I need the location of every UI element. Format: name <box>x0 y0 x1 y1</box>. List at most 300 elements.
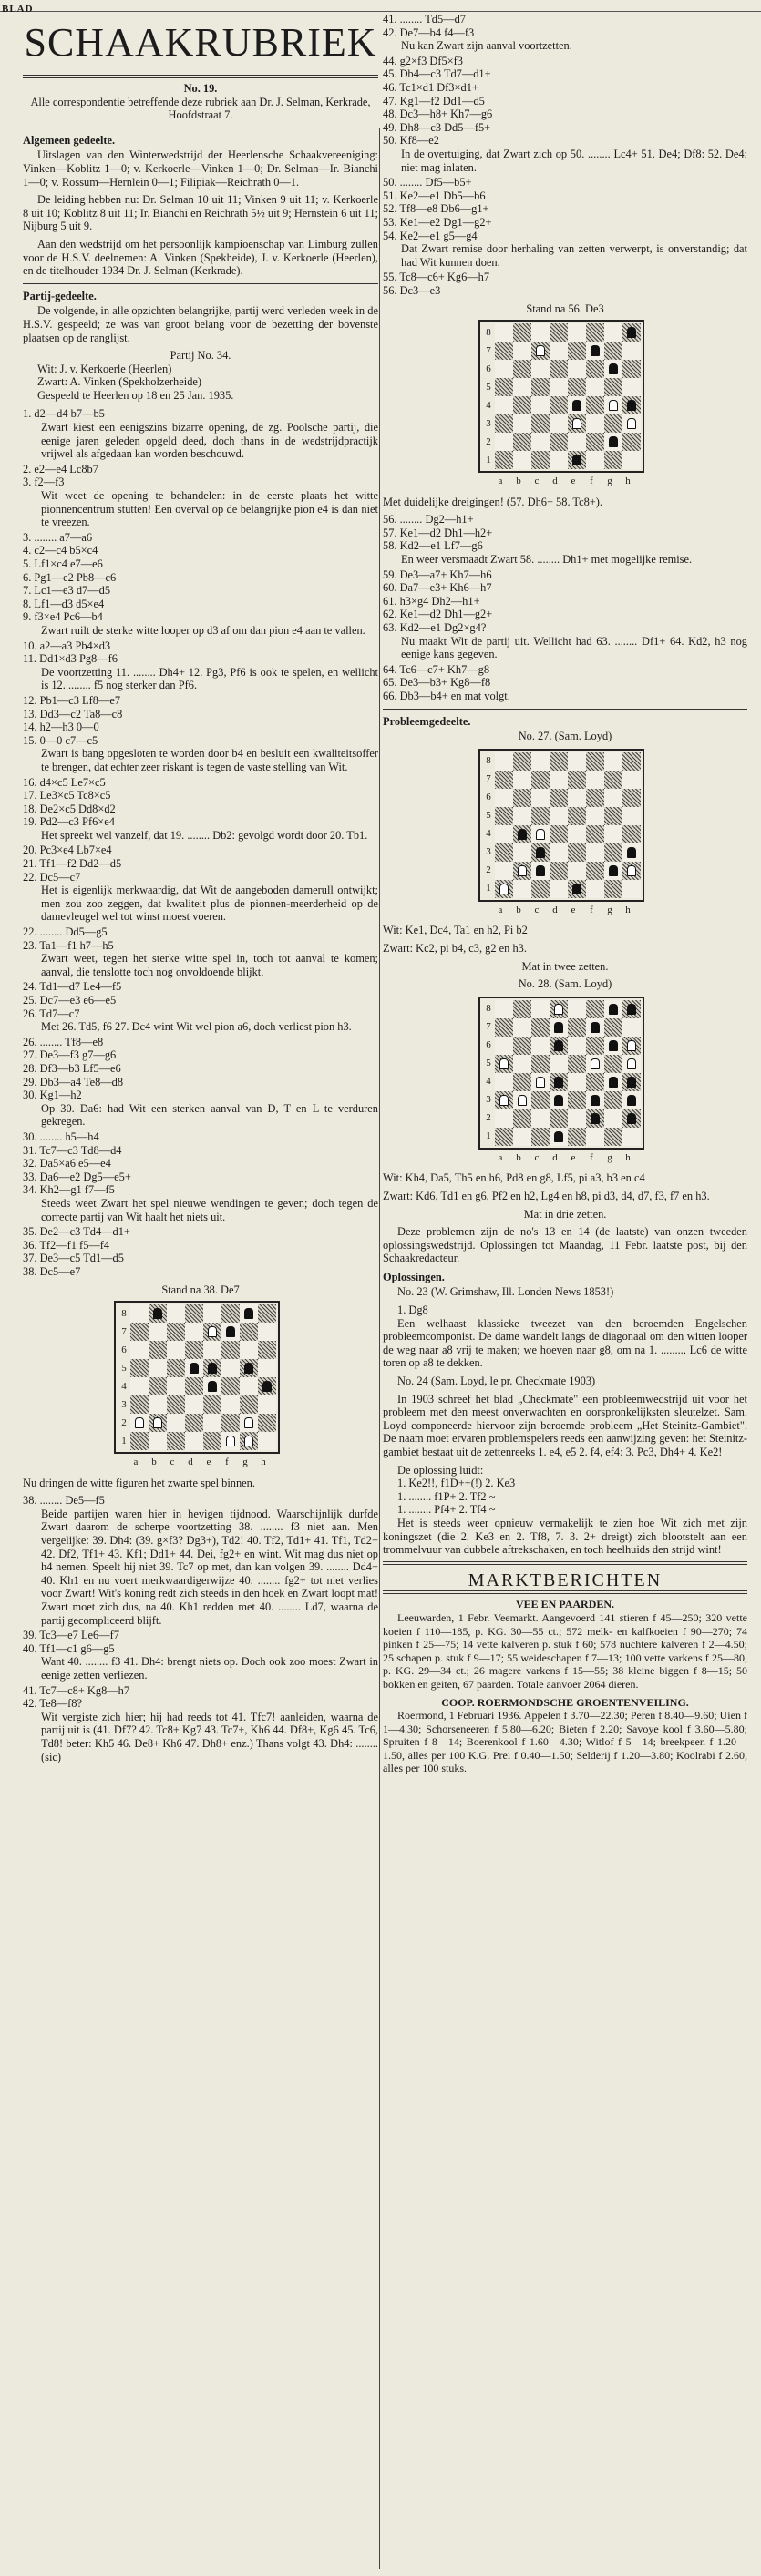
move-line: 37. De3—c5 Td1—d5 <box>23 1252 124 1265</box>
move-line: 30. Kg1—h2 <box>23 1089 82 1102</box>
move-line: 62. Ke1—d2 Dh1—g2+ <box>383 608 493 621</box>
board-square <box>604 342 622 360</box>
file-label: b <box>516 904 521 915</box>
board-square <box>586 862 604 880</box>
rank-label: 1 <box>121 1435 127 1446</box>
board-square <box>531 789 550 807</box>
board-square <box>550 807 568 825</box>
board-square <box>568 1000 586 1018</box>
board-square <box>495 771 513 789</box>
board-square <box>531 752 550 771</box>
move-comment: Wit weet de opening te behandelen: in de eerste plaats het witte pionnencentrum stutten! Een overval op de belangrijke pion e4 is dan niet te vreezen. <box>41 489 378 529</box>
rank-label: 6 <box>486 363 491 374</box>
general-heading: Algemeen gedeelte. <box>23 133 116 147</box>
board-square <box>167 1414 185 1432</box>
board-square <box>531 807 550 825</box>
move-line: 42. De7—b4 f4—f3 <box>383 26 475 39</box>
move-line: 53. Ke1—e2 Dg1—g2+ <box>383 215 492 229</box>
move-comment: Het spreekt wel vanzelf, dat 19. ........ Db2: gevolgd wordt door 20. Tb1. <box>41 828 368 842</box>
move-line: 12. Pb1—c3 Lf8—e7 <box>23 693 121 707</box>
file-label: h <box>625 1151 631 1163</box>
move-line: 44. g2×f3 Df5×f3 <box>383 54 463 67</box>
move-line: 42. Te8—f8? <box>23 1697 82 1711</box>
file-label: h <box>625 475 631 487</box>
move-line: 38. ........ De5—f5 <box>23 1494 105 1508</box>
board-square <box>586 771 604 789</box>
chess-piece-icon <box>604 433 622 451</box>
problem28-task: Mat in drie zetten. <box>523 1207 607 1221</box>
board-square <box>495 433 513 451</box>
move-line: 63. Kd2—e1 Dg2×g4? <box>383 621 487 634</box>
file-label: b <box>516 1151 521 1163</box>
chess-piece-icon <box>258 1377 276 1395</box>
board-square <box>258 1395 276 1414</box>
board-square <box>203 1395 221 1414</box>
move-line: 55. Tc8—c6+ Kg6—h7 <box>383 271 490 284</box>
move-line: 11. Dd1×d3 Pg8—f6 <box>23 652 118 666</box>
board-square <box>604 1091 622 1109</box>
board-square <box>604 1128 622 1146</box>
board-square <box>185 1414 203 1432</box>
move-line: 20. Pc3×e4 Lb7×e4 <box>23 843 112 857</box>
board-square <box>495 862 513 880</box>
move-comment: Want 40. ........ f3 41. Dh4: brengt niets op. Doch ook zoo moest Zwart in eenige zetten verliezen. <box>41 1655 378 1682</box>
diagram-56 <box>478 302 652 487</box>
rank-label: 5 <box>486 810 491 822</box>
board-square <box>258 1304 276 1323</box>
rank-label: 7 <box>121 1325 127 1337</box>
chess-piece-icon <box>221 1323 240 1341</box>
played-info: Gespeeld te Heerlen op 18 en 25 Jan. 1935. <box>37 388 234 402</box>
board-square <box>586 1000 604 1018</box>
white-player: Wit: J. v. Kerkoerle (Heerlen) <box>37 362 172 375</box>
move-line: 6. Pg1—e2 Pb8—c6 <box>23 570 117 584</box>
board-square <box>221 1359 240 1377</box>
move-line: 35. De2—c3 Td4—d1+ <box>23 1225 130 1239</box>
board-square <box>167 1341 185 1359</box>
board-square <box>550 451 568 469</box>
board-square <box>167 1377 185 1395</box>
board-square <box>130 1432 149 1450</box>
board-square <box>531 323 550 342</box>
board-square <box>568 825 586 843</box>
board-square <box>568 433 586 451</box>
move-list-continued <box>23 1494 378 1763</box>
board-square <box>550 1055 568 1073</box>
file-label: e <box>571 1151 576 1163</box>
solution24-end: Het is steeds weer opnieuw vermakelijk te zien hoe Wit zich met zijn koningszet (die 2. Ke3 en 2. Tf8, 7. 3. 2+ dreigt) zich blootstelt aan een trommelvuur van dubbele aftrekschaken, en toch heelhuids den strijd wint! <box>383 1516 747 1557</box>
board-square <box>513 414 531 433</box>
chess-piece-icon <box>568 880 586 898</box>
file-label: d <box>552 475 558 487</box>
chess-piece-icon <box>203 1359 221 1377</box>
move-line: 50. Kf8—e2 <box>383 134 439 148</box>
chess-piece-icon <box>513 862 531 880</box>
move-line: 26. ........ Tf8—e8 <box>23 1035 104 1048</box>
board-square <box>568 1055 586 1073</box>
problem27-title: No. 27. (Sam. Loyd) <box>518 730 612 743</box>
problem28-white: Wit: Kh4, Da5, Th5 en h6, Pd8 en g8, Lf5, pi a3, b3 en c4 <box>383 1171 645 1185</box>
masthead <box>0 0 761 15</box>
move-line: 60. Da7—e3+ Kh6—h7 <box>383 581 492 595</box>
solution24-heading: No. 24 (Sam. Loyd, le pr. Checkmate 1903) <box>397 1375 596 1388</box>
title-rule <box>23 75 378 78</box>
board-square <box>513 1073 531 1091</box>
move-line: 36. Tf2—f1 f5—f4 <box>23 1238 110 1252</box>
move-line: 17. Le3×c5 Tc8×c5 <box>23 789 111 802</box>
file-label: g <box>607 904 612 915</box>
board-square <box>258 1323 276 1341</box>
chess-piece-icon <box>240 1432 258 1450</box>
board-files <box>478 904 652 917</box>
board-square <box>531 1109 550 1128</box>
board-square <box>495 843 513 862</box>
chess-piece-icon <box>568 451 586 469</box>
board-square <box>513 342 531 360</box>
move-comment: Beide partijen waren hier in hevigen tijdnood. Waarschijnlijk durfde Zwart daarom de scherpe voortzetting 38. ........ f3 niet aan. Men vergelijke: 39. Dh4: (39. g×f3? Dg3+), Td2! 40. Tf2, Td1+ 41. Tf1, Td2+ 42. Df2, Tf1+ 43. Kf1; Dd1+ 44. Dei, fg2+ en wint. Wit mag dus niet op h4 nemen. Speelt hij niet 39. Tc7 op met, dan kan volgen 39. ........ Dd4+ 40. Kh1 en nu voert merkwaardigerwijze 40. ........ fg2+ tot niet verlies voor Zwart! Wit's koning redt zich steeds in den hoek en Zwart loopt mat! Zwart moet zich dus, na 40. Kh1 redden met 40. ........ Ld7, waarna de partij gecompliceerd blijft. <box>41 1507 378 1627</box>
board-square <box>604 825 622 843</box>
file-label: d <box>188 1457 193 1468</box>
board-square <box>495 360 513 378</box>
left-column <box>23 13 378 1765</box>
problem27-white: Wit: Ke1, Dc4, Ta1 en h2, Pi b2 <box>383 924 528 937</box>
rank-label: 8 <box>486 1003 491 1015</box>
move-line: 1. d2—d4 b7—b5 <box>23 407 105 421</box>
move-line: 56. Dc3—e3 <box>383 283 441 297</box>
board-square <box>622 378 641 396</box>
solution24-text: In 1903 schreef het blad „Checkmate" een probleemwedstrijd uit voor het probleem met den meest onverwachten en oorspronkelijksten sleutelzet. Sam. Loyd componeerde hiervoor zijn beroemde probleem „Het Steinitz-Gambiet". De naam moet ervaren problemspelers reeds een aanwijzing geven: het Steinitz-gambiet bestaat uit de zettenreeks 1. e4, e5 2. f4, ef4: 3. Pc3, Dh4+ 4. Ke2! <box>383 1392 747 1458</box>
rank-label: 6 <box>121 1344 127 1355</box>
chess-piece-icon <box>531 862 550 880</box>
board-square <box>604 414 622 433</box>
veg-text: Roermond, 1 Februari 1936. Appelen f 3.70—22.30; Peren f 8.40—9.60; Uien f 1—4.30; Schorseneeren f 5.80—6.20; Bieten f 2.20; Savoye kool f 3.60—5.80; Spruiten f 8—14; Boerenkool f 1.60—4.30; Witlof f 5—14; breekpeen f 1.20—1.50, alles per 100 K.G. Prei f 0.40—1.50; Selderij f 1.20—3.80; Koolrabi f 2.60, alles per 100 stuks. <box>383 1709 747 1775</box>
board-square <box>531 771 550 789</box>
board-square <box>531 1000 550 1018</box>
board-files <box>114 1456 287 1469</box>
move-line: 21. Tf1—f2 Dd2—d5 <box>23 857 122 871</box>
after-board-text: Nu dringen de witte figuren het zwarte spel binnen. <box>23 1476 255 1489</box>
file-label: a <box>133 1457 139 1468</box>
board-square <box>495 396 513 414</box>
board-square <box>568 1128 586 1146</box>
board-square <box>531 414 550 433</box>
move-comment: En weer versmaadt Zwart 58. ........ Dh1+ met mogelijke remise. <box>401 553 693 567</box>
move-line: 41. Tc7—c8+ Kg8—h7 <box>23 1683 130 1697</box>
masthead-label: BLAD <box>2 4 34 15</box>
move-list-right-continued <box>383 513 747 702</box>
board-square <box>513 880 531 898</box>
move-comment: Zwart is bang opgesloten te worden door b4 en besluit een kwaliteitsoffer te brengen, dat echter zeer riskant is tegen de vaste stelling van Wit. <box>41 747 378 773</box>
board-square <box>495 451 513 469</box>
board-square <box>185 1377 203 1395</box>
move-comment: Zwart kiest een eenigszins bizarre opening, de zg. Poolsche partij, die eenige jaren geleden opgeld deed, doch thans in de wedstrijdpractijk vrijwel als afgedaan kan worden beschouwd. <box>41 421 378 461</box>
board-square <box>203 1432 221 1450</box>
rank-label: 3 <box>121 1398 127 1410</box>
board-square <box>130 1323 149 1341</box>
chess-piece-icon <box>531 342 550 360</box>
board-square <box>240 1395 258 1414</box>
move-comment: In de overtuiging, dat Zwart zich op 50. ........ Lc4+ 51. De4; Df8: 52. De4: niet mag inlaten. <box>401 147 747 174</box>
board-square <box>568 1018 586 1037</box>
board-square <box>495 752 513 771</box>
board-square <box>513 1018 531 1037</box>
move-line: 9. f3×e4 Pc6—b4 <box>23 610 103 624</box>
board-square <box>167 1432 185 1450</box>
board-square <box>568 378 586 396</box>
board-square <box>258 1341 276 1359</box>
board-square <box>604 1055 622 1073</box>
board-square <box>531 451 550 469</box>
board-square <box>240 1341 258 1359</box>
chess-piece-icon <box>604 862 622 880</box>
board-square <box>622 807 641 825</box>
board-square <box>586 1128 604 1146</box>
board-square <box>221 1395 240 1414</box>
cattle-text: Leeuwarden, 1 Febr. Veemarkt. Aangevoerd 141 stieren f 45—250; 320 vette koeien f 110—185, p. KG. 30—55 ct.; 572 melk- en kalfkoeien f 90—270; 74 pinken f 25—75; 14 vette kalveren p. stuk f 60; 578 nuchtere kalveren f 2—4.50; 25 schapen p. stuk f 9—17; 55 weideschapen f 7—13; 100 vette varkens f 25—80, p. KG. 29—34 ct.; 26 magere varkens f 15—55; 38 kleine biggen f 8—15; 50 bokken en geiten, 67 paarden. Totale aanvoer 2064 dieren. <box>383 1610 747 1691</box>
board-square <box>586 323 604 342</box>
move-line: 33. Da6—e2 Dg5—e5+ <box>23 1170 131 1183</box>
board-square <box>586 414 604 433</box>
move-line: 27. De3—f3 g7—g6 <box>23 1048 117 1062</box>
chess-piece-icon <box>550 1037 568 1055</box>
chess-piece-icon <box>550 1091 568 1109</box>
board-square <box>149 1341 167 1359</box>
rank-label: 8 <box>486 755 491 767</box>
board-square <box>604 752 622 771</box>
chess-piece-icon <box>130 1414 149 1432</box>
board-square <box>167 1359 185 1377</box>
board-square <box>622 433 641 451</box>
move-comment: Nu kan Zwart zijn aanval voortzetten. <box>401 39 572 53</box>
board-square <box>568 843 586 862</box>
board-square <box>221 1377 240 1395</box>
file-label: c <box>534 904 540 915</box>
move-comment: Steeds weet Zwart het spel nieuwe wendingen te geven; doch tegen de correcte partij van Wit haalt het niets uit. <box>41 1196 378 1223</box>
rank-label: 3 <box>486 846 491 858</box>
diagram-38 <box>114 1283 287 1468</box>
file-label: d <box>552 904 558 915</box>
move-comment: De voortzetting 11. ........ Dh4+ 12. Pg3, Pf6 is ook te spelen, en wellicht is 12. ........ f5 nog sterker dan Pf6. <box>41 665 378 692</box>
rank-label: 4 <box>486 828 491 840</box>
solution24-line: 1. ........ Pf4+ 2. Tf4 ~ <box>397 1503 496 1517</box>
board-square <box>604 1018 622 1037</box>
chess-board <box>482 1000 641 1146</box>
board-square <box>495 378 513 396</box>
board-square <box>258 1432 276 1450</box>
board-square <box>240 1377 258 1395</box>
chess-piece-icon <box>622 1073 641 1091</box>
board-square <box>531 880 550 898</box>
rank-label: 6 <box>486 1039 491 1051</box>
move-line: 23. Ta1—f1 h7—h5 <box>23 938 114 952</box>
chess-piece-icon <box>495 1055 513 1073</box>
chess-piece-icon <box>586 1091 604 1109</box>
solution24-line: 1. Ke2!!, f1D++(!) 2. Ke3 <box>397 1477 516 1490</box>
chess-piece-icon <box>622 396 641 414</box>
board-square <box>130 1377 149 1395</box>
rank-label: 1 <box>486 454 491 465</box>
diagram-title: Stand na 56. De3 <box>526 302 604 316</box>
issue-number: No. 19. <box>183 82 218 95</box>
board-square <box>495 1109 513 1128</box>
board-square <box>531 396 550 414</box>
board-square <box>586 807 604 825</box>
board-square <box>149 1395 167 1414</box>
file-label: f <box>590 1151 593 1163</box>
move-comment: Wit vergiste zich hier; hij had reeds tot 41. Tfc7! aanleiden, waarna de partij uit is (41. Df7? 42. Tc8+ Kg7 43. Tc7+, Kh6 44. Df8+, Kg6 45. Tc6, Td8! beter: Kh5 46. De8+ Kh6 47. Dh8+ enz.) Thans volgt 43. Dh4: ........ (sic) <box>41 1710 378 1763</box>
board-square <box>513 433 531 451</box>
board-square <box>203 1341 221 1359</box>
move-line: 25. Dc7—e3 e6—e5 <box>23 994 117 1007</box>
board-square <box>531 1037 550 1055</box>
move-comment: Met 26. Td5, f6 27. Dc4 wint Wit wel pion a6, doch verliest pion h3. <box>41 1020 352 1034</box>
board-square <box>586 378 604 396</box>
board-square <box>149 1359 167 1377</box>
board-square <box>586 451 604 469</box>
file-label: a <box>498 1151 503 1163</box>
file-label: h <box>625 904 631 915</box>
board-square <box>586 752 604 771</box>
board-square <box>513 1128 531 1146</box>
board-square <box>622 342 641 360</box>
rank-label: 5 <box>486 381 491 393</box>
move-comment: Dat Zwart remise door herhaling van zetten verwerpt, is onverstandig; dat had Wit kunnen doen. <box>401 242 747 269</box>
chess-piece-icon <box>513 1091 531 1109</box>
chess-piece-icon <box>622 1055 641 1073</box>
rank-label: 3 <box>486 417 491 429</box>
problem28-black: Zwart: Kd6, Td1 en g6, Pf2 en h2, Lg4 en h8, pi d3, d4, d7, f3, f7 en h3. <box>383 1189 710 1202</box>
board-square <box>130 1304 149 1323</box>
move-line: 48. Dc3—h8+ Kh7—g6 <box>383 107 493 121</box>
rank-label: 2 <box>486 1112 491 1124</box>
file-label: c <box>534 1151 540 1163</box>
board-square <box>185 1304 203 1323</box>
chess-piece-icon <box>203 1323 221 1341</box>
board-square <box>550 396 568 414</box>
board-square <box>550 1109 568 1128</box>
board-square <box>513 752 531 771</box>
section-rule <box>383 1590 747 1594</box>
board-square <box>513 807 531 825</box>
board-square <box>203 1414 221 1432</box>
file-label: f <box>225 1457 229 1468</box>
file-label: d <box>552 1151 558 1163</box>
chess-piece-icon <box>586 1109 604 1128</box>
rank-label: 7 <box>486 773 491 785</box>
board-square <box>550 880 568 898</box>
chess-piece-icon <box>622 1000 641 1018</box>
board-square <box>568 360 586 378</box>
board-square <box>586 1037 604 1055</box>
move-line: 5. Lf1×c4 e7—e6 <box>23 557 103 570</box>
party-number: Partij No. 34. <box>170 349 231 363</box>
board-square <box>531 378 550 396</box>
solution23-heading: No. 23 (W. Grimshaw, Ill. Londen News 1853!) <box>397 1285 614 1299</box>
rank-label: 4 <box>486 399 491 411</box>
rank-label: 2 <box>121 1416 127 1428</box>
board-square <box>622 880 641 898</box>
rank-label: 7 <box>486 344 491 356</box>
divider <box>383 709 747 710</box>
board-square <box>550 789 568 807</box>
move-list <box>23 407 378 1278</box>
divider <box>23 283 378 284</box>
move-line: 50. ........ Df5—b5+ <box>383 176 472 189</box>
chess-piece-icon <box>622 414 641 433</box>
problem27-black: Zwart: Kc2, pi b4, c3, g2 en h3. <box>383 941 527 955</box>
move-line: 38. Dc5—e7 <box>23 1264 81 1278</box>
board-square <box>513 789 531 807</box>
rank-label: 5 <box>121 1362 127 1374</box>
general-paragraph-3: Aan den wedstrijd om het persoonlijk kampioenschap van Limburg zullen voor de H.S.V. deelnemen: A. Vinken (Spekheide), J. v. Kerkoerle (Heerlen), en de titelhouder 1934 Dr. J. Selman (Kerkrade). <box>23 237 378 278</box>
file-label: g <box>607 1151 612 1163</box>
chess-piece-icon <box>622 1037 641 1055</box>
cattle-heading: VEE EN PAARDEN. <box>515 1598 615 1611</box>
chess-piece-icon <box>622 1109 641 1128</box>
solution24-label: De oplossing luidt: <box>397 1463 484 1477</box>
rank-label: 4 <box>486 1076 491 1088</box>
column-divider <box>379 128 380 2569</box>
rank-label: 2 <box>486 864 491 876</box>
move-line: 40. Tf1—c1 g6—g5 <box>23 1641 115 1655</box>
file-label: g <box>242 1457 248 1468</box>
board-square <box>258 1414 276 1432</box>
board-files <box>478 475 652 488</box>
board-square <box>130 1395 149 1414</box>
move-line: 13. Dd3—c2 Ta8—c8 <box>23 707 123 721</box>
chess-piece-icon <box>495 880 513 898</box>
move-line: 66. Db3—b4+ en mat volgt. <box>383 689 510 702</box>
board-square <box>495 1018 513 1037</box>
move-line: 32. Da5×a6 e5—e4 <box>23 1157 111 1170</box>
board-square <box>513 1037 531 1055</box>
rank-label: 2 <box>486 435 491 447</box>
board-square <box>495 414 513 433</box>
board-square <box>167 1395 185 1414</box>
board-square <box>568 862 586 880</box>
board-square <box>604 451 622 469</box>
rank-label: 3 <box>486 1094 491 1106</box>
move-list-right <box>383 13 747 297</box>
move-line: 16. d4×c5 Le7×c5 <box>23 775 106 789</box>
board-square <box>622 789 641 807</box>
move-line: 52. Tf8—e8 Db6—g1+ <box>383 202 489 216</box>
board-square <box>604 880 622 898</box>
move-line: 59. De3—a7+ Kh7—h6 <box>383 567 492 581</box>
problem-note: Deze problemen zijn de no's 13 en 14 (de laatste) van onzen tweeden oplossingswedstrijd. Oplossingen tot Maandag, 11 Febr. laatste post, bij den Schaakredacteur. <box>383 1225 747 1265</box>
file-label: f <box>590 475 593 487</box>
chess-piece-icon <box>568 396 586 414</box>
move-comment: Het is eigenlijk merkwaardig, dat Wit de aangeboden damerull ontwijkt; men zou zoo zeggen, dat kwaliteit plus de pionnen-meerderheid op de damevleugel wel tot winst moest voeren. <box>41 884 378 924</box>
chess-piece-icon <box>550 1000 568 1018</box>
after-board2-text: Met duidelijke dreigingen! (57. Dh6+ 58. Tc8+). <box>383 495 603 508</box>
file-label: a <box>498 904 503 915</box>
move-line: 15. 0—0 c7—c5 <box>23 733 98 747</box>
problem27-task: Mat in twee zetten. <box>521 959 609 973</box>
move-line: 22. Dc5—c7 <box>23 870 81 884</box>
chess-piece-icon <box>622 323 641 342</box>
move-line: 18. De2×c5 Dd8×d2 <box>23 802 116 815</box>
board-square <box>604 807 622 825</box>
diagram-problem-28 <box>478 997 652 1165</box>
board-square <box>495 807 513 825</box>
file-label: e <box>206 1457 211 1468</box>
board-square <box>531 1128 550 1146</box>
move-line: 3. ........ a7—a6 <box>23 530 93 544</box>
move-line: 26. Td7—c7 <box>23 1007 80 1020</box>
chess-piece-icon <box>604 396 622 414</box>
board-square <box>568 752 586 771</box>
